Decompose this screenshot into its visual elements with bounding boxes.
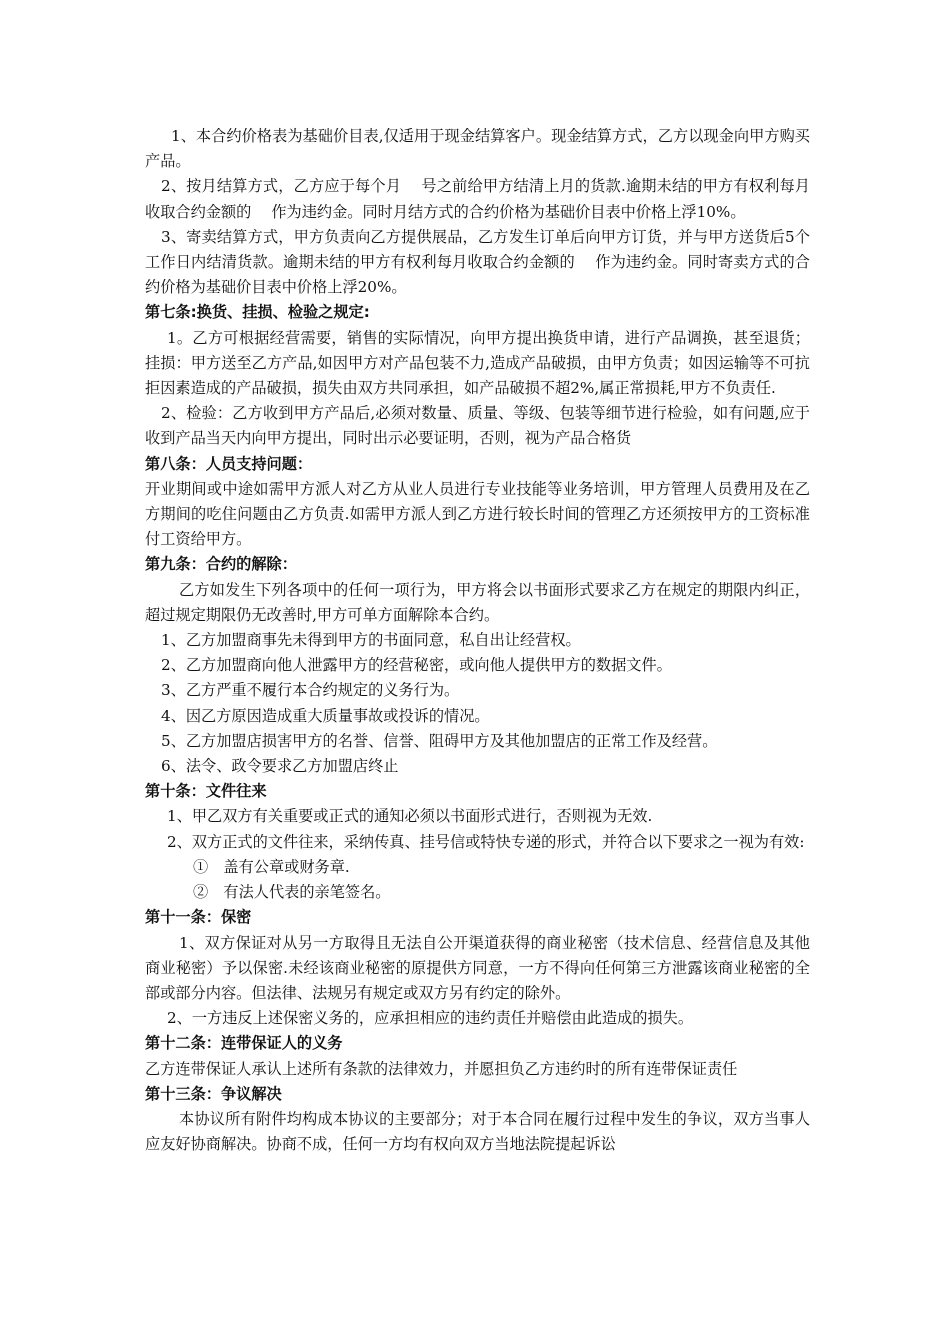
article-heading: 第十三条：争议解决 bbox=[145, 1084, 282, 1103]
clause-paragraph: 3、乙方严重不履行本合约规定的义务行为。 bbox=[161, 681, 460, 700]
clause-paragraph: 1、本合约价格表为基础价目表,仅适用于现金结算客户。现金结算方式，乙方以现金向甲方购买产品。 bbox=[145, 127, 810, 171]
clause-paragraph: 本协议所有附件均构成本协议的主要部分；对于本合同在履行过程中发生的争议，双方当事人应友好协商解决。协商不成，任何一方均有权向双方当地法院提起诉讼 bbox=[145, 1109, 810, 1154]
clause-paragraph: 乙方连带保证人承认上述所有条款的法律效力，并愿担负乙方违约时的所有连带保证责任 bbox=[145, 1059, 738, 1078]
article-heading: 第十一条：保密 bbox=[145, 908, 252, 927]
clause-paragraph: 1、甲乙双方有关重要或正式的通知必须以书面形式进行，否则视为无效. bbox=[167, 807, 653, 826]
clause-paragraph: 乙方如发生下列各项中的任何一项行为，甲方将会以书面形式要求乙方在规定的期限内纠正，超过规定期限仍无改善时,甲方可单方面解除本合约。 bbox=[145, 580, 810, 624]
clause-paragraph: ② 有法人代表的亲笔签名。 bbox=[193, 883, 391, 902]
clause-paragraph: ① 盖有公章或财务章. bbox=[193, 857, 350, 876]
clause-paragraph: 1。乙方可根据经营需要，销售的实际情况，向甲方提出换货申请，进行产品调换，甚至退货；挂损：甲方送至乙方产品,如因甲方对产品包装不力,造成产品破损，由甲方负责；如因运输等不可抗拒因素造成的产品破损，损失由双方共同承担，如产品破损不超2%,属正常损耗,甲方不负责任. bbox=[145, 328, 810, 398]
clause-paragraph: 4、因乙方原因造成重大质量事故或投诉的情况。 bbox=[161, 706, 490, 725]
contract-body bbox=[145, 124, 810, 1157]
clause-paragraph: 2、检验：乙方收到甲方产品后,必须对数量、质量、等级、包装等细节进行检验，如有问题,应于收到产品当天内向甲方提出，同时出示必要证明，否则，视为产品合格货 bbox=[145, 404, 810, 448]
article-heading: 第七条:换货、挂损、检验之规定: bbox=[145, 303, 370, 322]
clause-paragraph: 开业期间或中途如需甲方派人对乙方从业人员进行专业技能等业务培训，甲方管理人员费用及在乙方期间的吃住问题由乙方负责.如需甲方派人到乙方进行较长时间的管理乙方还须按甲方的工资标准付工资给甲方。 bbox=[145, 479, 810, 549]
clause-paragraph: 1、乙方加盟商事先未得到甲方的书面同意，私自出让经营权。 bbox=[161, 631, 581, 650]
clause-paragraph: 1、双方保证对从另一方取得且无法自公开渠道获得的商业秘密（技术信息、经营信息及其他商业秘密）予以保密.未经该商业秘密的原提供方同意，一方不得向任何第三方泄露该商业秘密的全部或部分内容。但法律、法规另有规定或双方另有约定的除外。 bbox=[145, 933, 810, 1002]
clause-paragraph: 5、乙方加盟店损害甲方的名誉、信誉、阻碍甲方及其他加盟店的正常工作及经营。 bbox=[161, 731, 718, 750]
clause-paragraph: 3、寄卖结算方式，甲方负责向乙方提供展品，乙方发生订单后向甲方订货，并与甲方送货后5个工作日内结清货款。逾期未结的甲方有权利每月收取合约金额的 作为违约金。同时寄卖方式的合约价格为基础价目表中价格上浮20%。 bbox=[145, 227, 810, 297]
article-heading: 第八条：人员支持问题： bbox=[145, 454, 313, 473]
article-heading: 第九条：合约的解除： bbox=[145, 555, 297, 574]
clause-paragraph: 2、双方正式的文件往来，采纳传真、挂号信或特快专递的形式，并符合以下要求之一视为有效: bbox=[167, 832, 805, 851]
clause-paragraph: 2、一方违反上述保密义务的，应承担相应的违约责任并赔偿由此造成的损失。 bbox=[167, 1009, 694, 1028]
article-heading: 第十条：文件往来 bbox=[145, 782, 267, 801]
clause-paragraph: 2、按月结算方式，乙方应于每个月 号之前给甲方结清上月的货款.逾期未结的甲方有权利每月收取合约金额的 作为违约金。同时月结方式的合约价格为基础价目表中价格上浮10%。 bbox=[145, 177, 810, 221]
clause-paragraph: 6、法令、政令要求乙方加盟店终止 bbox=[161, 757, 399, 776]
clause-paragraph: 2、乙方加盟商向他人泄露甲方的经营秘密，或向他人提供甲方的数据文件。 bbox=[161, 656, 672, 675]
article-heading: 第十二条：连带保证人的义务 bbox=[145, 1034, 343, 1053]
